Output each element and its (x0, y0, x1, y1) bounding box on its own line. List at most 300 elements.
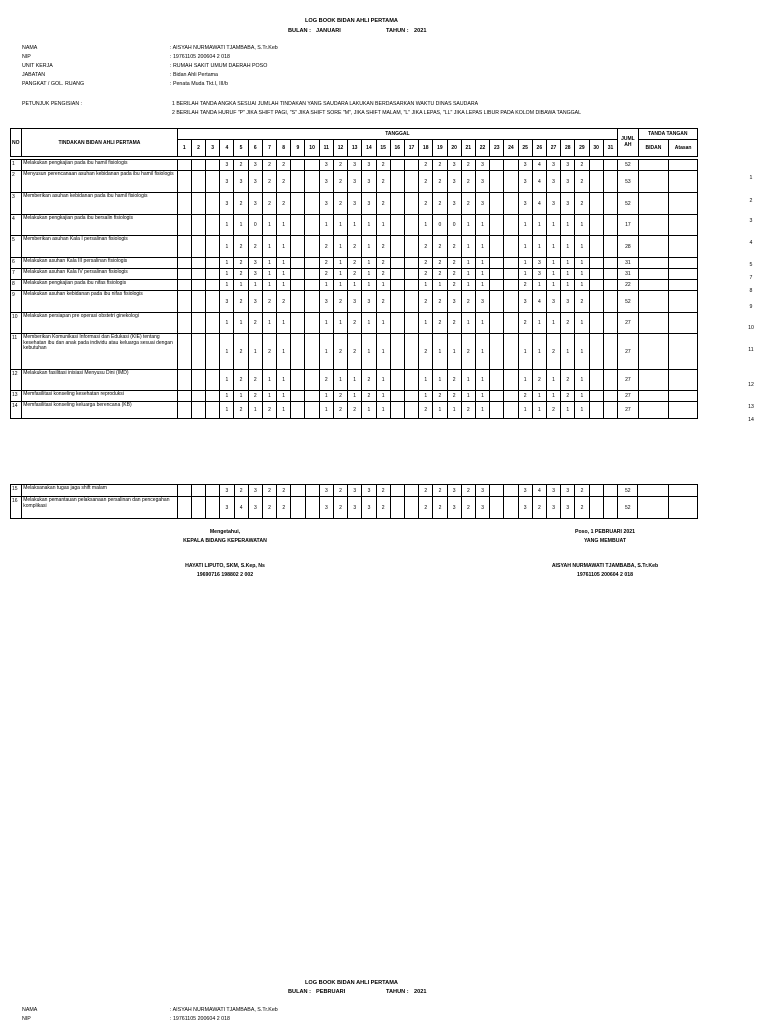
day-header: 11 (319, 140, 333, 157)
day-header: 17 (404, 140, 418, 157)
day-cell: 2 (234, 269, 248, 280)
day-cell (490, 258, 504, 269)
day-cell (504, 402, 518, 419)
day-cell: 1 (575, 313, 589, 334)
midwife-signature-cell (638, 402, 669, 419)
day-cell: 1 (475, 391, 489, 402)
day-cell: 1 (575, 215, 589, 236)
day-cell (404, 497, 418, 519)
midwife-signature-cell (638, 215, 669, 236)
day-cell: 2 (362, 370, 376, 391)
day-header: 7 (262, 140, 276, 157)
day-cell: 3 (447, 291, 461, 313)
day-cell (390, 215, 404, 236)
day-cell (291, 193, 305, 215)
day-cell (603, 160, 617, 171)
day-cell: 1 (319, 391, 333, 402)
day-cell (177, 485, 191, 497)
day-cell: 1 (475, 334, 489, 370)
day-cell (177, 402, 191, 419)
day-cell: 2 (447, 370, 461, 391)
day-cell: 1 (319, 334, 333, 370)
day-cell: 1 (220, 236, 234, 258)
year-value: 2021 (414, 28, 427, 34)
total-cell: 27 (618, 334, 638, 370)
day-cell: 3 (546, 160, 560, 171)
day-header: 31 (603, 140, 617, 157)
approver-name: HAYATI LIPUTO, SKM, S.Kep, Ns (185, 563, 265, 569)
day-cell: 3 (248, 485, 262, 497)
margin-number: 2 (749, 198, 753, 204)
day-cell: 2 (277, 193, 291, 215)
day-cell: 1 (475, 402, 489, 419)
day-cell (490, 370, 504, 391)
day-header: 13 (348, 140, 362, 157)
day-cell: 3 (348, 291, 362, 313)
day-cell: 2 (433, 258, 447, 269)
table-row (11, 215, 698, 236)
day-cell: 1 (277, 391, 291, 402)
day-cell: 1 (475, 370, 489, 391)
total-cell: 31 (618, 258, 638, 269)
day-cell (589, 215, 603, 236)
row-number: 3 (11, 193, 22, 215)
day-cell (504, 193, 518, 215)
day-cell: 2 (419, 497, 433, 519)
day-cell: 3 (319, 160, 333, 171)
day-cell (305, 313, 319, 334)
day-cell: 3 (447, 485, 461, 497)
day-cell: 3 (447, 497, 461, 519)
day-cell (504, 280, 518, 291)
day-cell: 2 (319, 370, 333, 391)
day-cell: 1 (220, 280, 234, 291)
table-row (11, 370, 698, 391)
day-cell: 2 (532, 370, 546, 391)
day-cell (390, 280, 404, 291)
day-cell: 2 (234, 291, 248, 313)
day-cell: 1 (348, 370, 362, 391)
day-cell: 2 (447, 236, 461, 258)
day-cell: 3 (547, 497, 561, 519)
day-cell: 3 (248, 160, 262, 171)
supervisor-signature-cell (669, 280, 698, 291)
day-cell (206, 280, 220, 291)
day-cell: 2 (277, 160, 291, 171)
day-cell (291, 370, 305, 391)
day-cell: 3 (234, 171, 248, 193)
day-cell: 1 (220, 391, 234, 402)
day-cell (390, 391, 404, 402)
day-cell: 3 (362, 160, 376, 171)
info-value: : AISYAH NURMAWATI TJAMBABA, S.Tr.Keb (170, 45, 278, 51)
day-cell (404, 171, 418, 193)
day-cell: 1 (561, 280, 575, 291)
supervisor-signature-cell (669, 402, 698, 419)
supervisor-signature-cell (669, 485, 698, 497)
table-row (11, 313, 698, 334)
day-cell: 1 (532, 402, 546, 419)
midwife-signature-cell (638, 160, 669, 171)
table-row (11, 258, 698, 269)
day-cell: 2 (262, 193, 276, 215)
day-cell (206, 171, 220, 193)
day-cell (490, 334, 504, 370)
day-cell: 1 (376, 402, 390, 419)
day-cell (504, 269, 518, 280)
day-cell: 1 (333, 313, 347, 334)
info-value: : 19761105 200604 2 018 (170, 54, 230, 60)
day-cell: 1 (575, 391, 589, 402)
header-row (11, 129, 698, 140)
day-cell (305, 402, 319, 419)
day-cell (404, 236, 418, 258)
day-cell: 2 (333, 160, 347, 171)
day-cell (589, 193, 603, 215)
day-cell: 1 (575, 402, 589, 419)
table-row (11, 269, 698, 280)
day-cell (291, 313, 305, 334)
day-cell: 1 (546, 280, 560, 291)
day-cell: 2 (333, 402, 347, 419)
day-cell (589, 160, 603, 171)
day-cell: 2 (419, 269, 433, 280)
day-cell: 2 (376, 497, 390, 519)
day-cell (504, 497, 518, 519)
day-cell (504, 485, 518, 497)
day-cell: 1 (532, 313, 546, 334)
day-cell: 3 (220, 171, 234, 193)
activity-text: Memberikan Komunikasi Informasi dan Edukasi (KIE) tentang kesehatan ibu dan anak pada individu atau keluarga sesuai dengan kebutuhan (22, 334, 177, 370)
day-cell: 1 (518, 269, 532, 280)
day-cell: 2 (419, 160, 433, 171)
day-cell: 3 (220, 291, 234, 313)
day-cell (206, 215, 220, 236)
creator-title: YANG MEMBUAT (583, 538, 627, 544)
day-cell: 1 (419, 280, 433, 291)
row-number: 12 (11, 370, 22, 391)
signature-header: TANDA TANGAN (638, 129, 697, 140)
midwife-signature-cell (638, 171, 669, 193)
day-cell (404, 269, 418, 280)
day-cell (589, 171, 603, 193)
supervisor-signature-cell (669, 313, 698, 334)
day-cell: 2 (248, 370, 262, 391)
activity-text: Melakukan pemantauan pelaksanaan persalinan dan pencegahan komplikasi (22, 497, 177, 519)
day-cell: 1 (376, 313, 390, 334)
day-cell: 2 (277, 291, 291, 313)
day-cell (390, 313, 404, 334)
day-cell (305, 160, 319, 171)
day-cell (206, 497, 220, 519)
day-cell: 2 (419, 291, 433, 313)
day-header: 2 (191, 140, 205, 157)
activity-text: Melakukan asuhan kebidanan pada ibu nifas fisiologis (22, 291, 177, 313)
total-cell: 17 (618, 215, 638, 236)
day-cell: 2 (419, 171, 433, 193)
supervisor-signature-cell (669, 334, 698, 370)
day-cell (291, 269, 305, 280)
row-number: 4 (11, 215, 22, 236)
day-cell (390, 291, 404, 313)
day-cell: 1 (546, 258, 560, 269)
day-cell: 2 (234, 334, 248, 370)
day-cell: 2 (262, 334, 276, 370)
day-header: 18 (419, 140, 433, 157)
day-cell (390, 258, 404, 269)
day-cell (291, 215, 305, 236)
day-cell (206, 160, 220, 171)
day-cell: 2 (433, 171, 447, 193)
day-cell (291, 497, 305, 519)
day-cell (191, 497, 205, 519)
day-cell: 2 (333, 193, 347, 215)
day-cell (404, 391, 418, 402)
day-cell: 1 (461, 258, 475, 269)
day-cell: 1 (376, 280, 390, 291)
day-cell (404, 485, 418, 497)
day-header: 25 (518, 140, 532, 157)
day-cell (177, 258, 191, 269)
table-row (11, 497, 698, 519)
day-cell (603, 391, 617, 402)
day-cell: 1 (518, 370, 532, 391)
day-cell: 2 (234, 370, 248, 391)
day-cell: 1 (262, 236, 276, 258)
day-cell: 1 (333, 236, 347, 258)
day-cell: 1 (262, 269, 276, 280)
day-cell: 1 (561, 258, 575, 269)
day-cell: 2 (575, 291, 589, 313)
table-row (11, 280, 698, 291)
day-cell: 2 (419, 236, 433, 258)
day-cell: 1 (333, 370, 347, 391)
day-cell (490, 485, 504, 497)
day-cell: 2 (262, 485, 276, 497)
margin-number: 12 (748, 382, 754, 388)
day-cell: 1 (333, 215, 347, 236)
day-cell (603, 280, 617, 291)
day-cell: 3 (362, 291, 376, 313)
day-cell: 2 (447, 313, 461, 334)
supervisor-signature-cell (669, 171, 698, 193)
day-cell: 1 (277, 215, 291, 236)
day-cell (206, 391, 220, 402)
day-cell (589, 313, 603, 334)
day-cell: 1 (277, 334, 291, 370)
day-cell: 1 (419, 370, 433, 391)
action-header: TINDAKAN BIDAN AHLI PERTAMA (22, 129, 177, 157)
day-cell: 1 (262, 280, 276, 291)
day-cell: 3 (546, 291, 560, 313)
day-cell: 2 (348, 334, 362, 370)
day-cell (191, 171, 205, 193)
day-cell: 1 (362, 402, 376, 419)
info-label: PANGKAT / GOL. RUANG (22, 81, 85, 87)
day-cell: 2 (333, 334, 347, 370)
day-cell: 0 (248, 215, 262, 236)
day-cell: 2 (362, 391, 376, 402)
day-cell: 2 (348, 269, 362, 280)
day-cell: 1 (419, 391, 433, 402)
day-cell (603, 258, 617, 269)
day-cell (177, 280, 191, 291)
supervisor-signature-cell (669, 391, 698, 402)
day-cell: 1 (362, 334, 376, 370)
day-header: 19 (433, 140, 447, 157)
day-header: 16 (390, 140, 404, 157)
day-cell (291, 291, 305, 313)
info-value: : Penata Muda Tkt.I, III/b (170, 81, 228, 87)
day-cell: 2 (234, 485, 248, 497)
day-cell: 2 (518, 313, 532, 334)
day-header: 12 (333, 140, 347, 157)
day-cell: 1 (362, 280, 376, 291)
day-cell (191, 258, 205, 269)
day-cell (490, 280, 504, 291)
day-cell (206, 485, 220, 497)
day-cell: 1 (319, 313, 333, 334)
logbook-table (10, 128, 698, 419)
day-cell (504, 160, 518, 171)
table-row (11, 171, 698, 193)
day-cell (305, 236, 319, 258)
margin-number: 11 (748, 347, 754, 353)
day-cell: 2 (532, 497, 546, 519)
row-number: 7 (11, 269, 22, 280)
approver-title: KEPALA BIDANG KEPERAWATAN (183, 538, 267, 544)
day-cell: 1 (546, 391, 560, 402)
day-cell: 3 (561, 160, 575, 171)
day-cell: 2 (277, 171, 291, 193)
day-cell: 1 (475, 258, 489, 269)
day-cell (603, 370, 617, 391)
day-cell: 1 (277, 402, 291, 419)
day-cell: 3 (518, 497, 532, 519)
day-cell (404, 160, 418, 171)
day-cell: 2 (262, 171, 276, 193)
day-cell (404, 370, 418, 391)
day-cell: 2 (348, 236, 362, 258)
day-cell: 3 (518, 485, 532, 497)
day-cell: 1 (277, 313, 291, 334)
day-cell (390, 160, 404, 171)
day-cell: 3 (447, 171, 461, 193)
day-cell (490, 402, 504, 419)
total-cell: 22 (618, 280, 638, 291)
day-cell (191, 370, 205, 391)
day-cell: 2 (461, 193, 475, 215)
day-cell: 1 (248, 402, 262, 419)
day-cell (504, 171, 518, 193)
instructions-label: PETUNJUK PENGISIAN : (22, 101, 82, 107)
day-cell: 2 (546, 402, 560, 419)
day-cell: 2 (376, 485, 390, 497)
day-header: 22 (475, 140, 489, 157)
day-cell: 2 (575, 171, 589, 193)
day-cell: 3 (248, 258, 262, 269)
day-header: 24 (504, 140, 518, 157)
activity-text: Memfasilitasi konseling keluarga berencana (KB) (22, 402, 177, 419)
day-header: 3 (206, 140, 220, 157)
day-cell: 1 (475, 313, 489, 334)
day-cell: 1 (277, 269, 291, 280)
page2-month-label: BULAN : (288, 989, 311, 995)
margin-number: 8 (749, 288, 753, 294)
day-cell: 1 (461, 280, 475, 291)
day-cell (191, 485, 205, 497)
day-cell (404, 334, 418, 370)
day-cell: 2 (461, 334, 475, 370)
day-header: 10 (305, 140, 319, 157)
day-cell: 1 (546, 313, 560, 334)
day-cell: 2 (248, 236, 262, 258)
day-cell (404, 291, 418, 313)
day-cell: 1 (461, 269, 475, 280)
day-cell: 2 (575, 193, 589, 215)
day-cell (305, 370, 319, 391)
margin-number: 9 (749, 304, 753, 310)
day-cell: 1 (248, 334, 262, 370)
day-cell: 1 (447, 334, 461, 370)
row-number: 6 (11, 258, 22, 269)
day-cell: 1 (518, 334, 532, 370)
day-cell (305, 485, 319, 497)
day-header: 4 (220, 140, 234, 157)
table-row (11, 485, 698, 497)
day-cell: 1 (220, 258, 234, 269)
day-cell: 2 (376, 171, 390, 193)
day-cell: 1 (234, 280, 248, 291)
day-cell (305, 258, 319, 269)
day-cell: 1 (475, 269, 489, 280)
total-cell: 31 (618, 269, 638, 280)
table-row (11, 334, 698, 370)
table-row (11, 160, 698, 171)
day-cell: 2 (234, 160, 248, 171)
day-cell (404, 215, 418, 236)
day-cell (504, 291, 518, 313)
day-cell: 3 (319, 291, 333, 313)
day-cell (177, 171, 191, 193)
day-cell: 1 (561, 215, 575, 236)
day-cell (603, 291, 617, 313)
day-cell (603, 236, 617, 258)
row-number: 1 (11, 160, 22, 171)
day-cell (191, 160, 205, 171)
midwife-signature-cell (638, 334, 669, 370)
activity-text: Melakukan asuhan Kala III persalinan fisiologis (22, 258, 177, 269)
day-cell (490, 313, 504, 334)
day-cell: 4 (234, 497, 248, 519)
day-cell: 1 (234, 313, 248, 334)
day-cell: 2 (248, 313, 262, 334)
row-number: 8 (11, 280, 22, 291)
day-cell: 3 (348, 160, 362, 171)
day-cell: 2 (348, 313, 362, 334)
day-cell: 3 (220, 485, 234, 497)
day-cell: 3 (518, 291, 532, 313)
day-cell: 1 (419, 215, 433, 236)
day-cell (404, 193, 418, 215)
place-date: Poso, 1 PEBRUARI 2021 (575, 529, 635, 535)
day-cell (603, 193, 617, 215)
instruction-line-1: 1 BERILAH TANDA ANGKA SESUAI JUMLAH TINDAKAN YANG SAUDARA LAKUKAN BERDASARKAN WAKTU DINAS SAUDARA (172, 101, 479, 107)
day-cell (206, 370, 220, 391)
day-cell (177, 291, 191, 313)
day-cell (589, 391, 603, 402)
day-cell (490, 497, 504, 519)
